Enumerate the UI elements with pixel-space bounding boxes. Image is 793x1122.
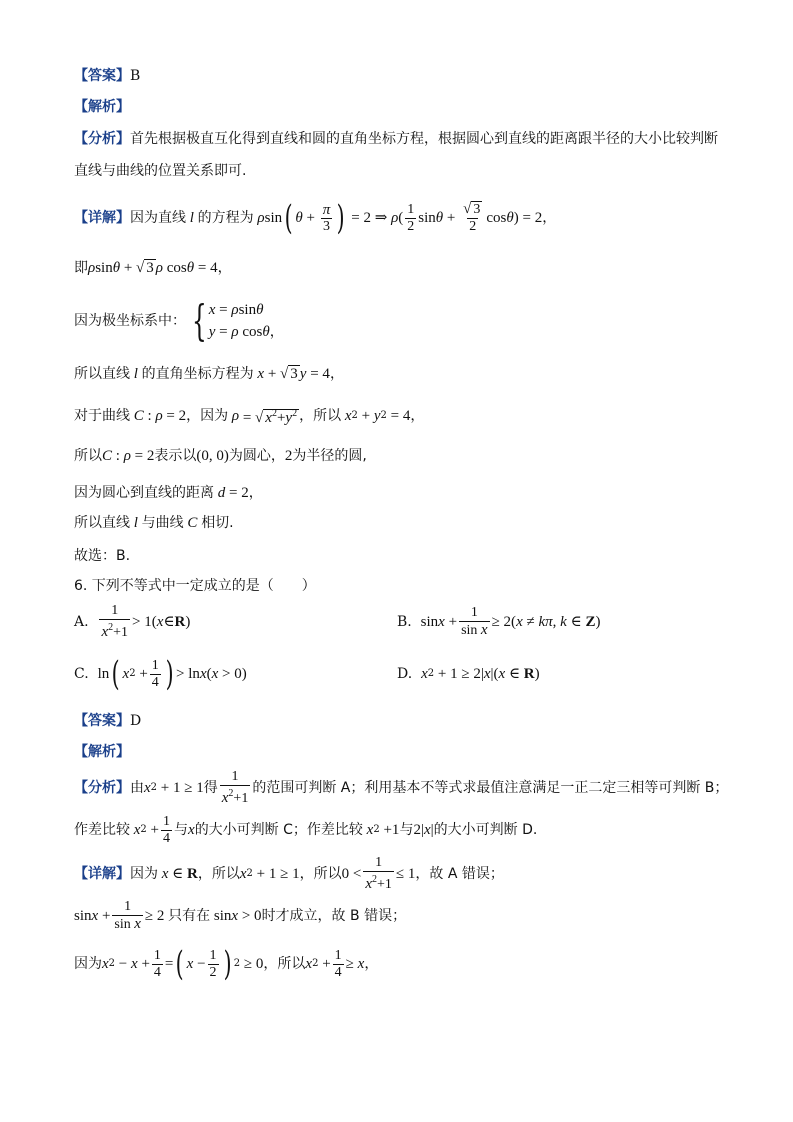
q5-line-rewrite: 即 ρ sin θ + √ 3 ρ cos θ = 4 ，: [74, 260, 232, 276]
q6-analysis-heading: 【解析】: [74, 744, 130, 760]
q6-stem: 6. 下列不等式中一定成立的是（ ）: [74, 578, 316, 594]
q6-option-d: D. x 2 + 1 ≥ 2| x |( x ∈ R ): [397, 666, 540, 682]
q6-answer-line: 【答案】 D: [74, 713, 142, 729]
q5-detail-line: 【详解】 因为直线 l 的方程为 ρ sin ( θ + $\frac{\pi}{3}$ ) = 2 ⇒ ρ ( $\frac{1}{2}$ sin θ + $\frac{√ 3}{2}$ cos θ ) = 2 ，: [74, 198, 557, 238]
q6-detail-line1: 【详解】 因为 x ∈ R ，所以 x 2 + 1 ≥ 1 ，所以 0 < $\frac{1}{x^2+1}$ ≤ 1 ，故 A 错误；: [74, 855, 504, 892]
q5-circle-line: 所以 C : ρ = 2 表示以 (0, 0) 为圆心， 2 为半径的圆,: [74, 448, 367, 464]
q5-analysis-heading: 【解析】: [74, 99, 130, 115]
q5-polar-system: 因为极坐标系中： { x = ρsinθ y = ρ cosθ，: [74, 296, 284, 345]
q5-fenxi-line1: 【分析】 首先根据极直互化得到直线和圆的直角坐标方程，根据圆心到直线的距离跟半径的大小比较判断: [74, 131, 718, 147]
q5-fenxi-line2: 直线与曲线的位置关系即可.: [74, 163, 247, 179]
q6-detail-line2: sin x + $\frac{1}{\text{sin x}}$ ≥ 2 只有在 sin x > 0 时才成立，故 B 错误；: [74, 899, 407, 932]
q5-tangent-line: 所以直线 l 与曲线 C 相切.: [74, 515, 234, 531]
q5-cartesian-line: 所以直线 l 的直角坐标方程为 x + √ 3 y = 4 ，: [74, 366, 344, 382]
q5-distance-line: 因为圆心到直线的距离 d = 2 ，: [74, 485, 263, 501]
q5-choice-line: 故选：B.: [74, 548, 131, 564]
q6-fenxi-line2: 作差比较 x 2 + $\frac{1}{4}$ 与 x 的大小可判断 C；作差比较 x 2 +1 与 2| x | 的大小可判断 D.: [74, 813, 538, 846]
q5-curve-line: 对于曲线 C : ρ = 2 ，因为 ρ = √ $x^2+y^2$ ，所以 x 2 + y 2 = 4 ，: [74, 408, 425, 426]
q6-option-c: C. ln ( x 2 + $\frac{1}{4}$ ) > ln x ( x > 0): [74, 654, 247, 694]
q6-fenxi-line1: 【分析】 由 x 2 + 1 ≥ 1 得 $\frac{1}{x^2+1}$ 的范围可判断 A；利用基本不等式求最值注意满足一正二定三相等可判断 B；: [74, 769, 729, 806]
answer-tag: 【答案】: [74, 68, 130, 84]
q5-answer-line: [74, 66, 140, 86]
q6-detail-line3: 因为 x 2 − x + $\frac{1}{4}$ = ( x − $\frac{1}{2}$ ) 2 ≥ 0 ，所以 x 2 + $\frac{1}{4}$ ≥ x ，: [74, 944, 379, 984]
q6-option-a: A. $\frac{1}{x^2+1}$ > 1( x ∈ R ): [74, 603, 191, 640]
answer-value: B: [130, 68, 141, 84]
q6-option-b: B. sin x + $\frac{1}{\text{sin x}}$ ≥ 2( x ≠ kπ , k ∈ Z ): [397, 605, 601, 638]
